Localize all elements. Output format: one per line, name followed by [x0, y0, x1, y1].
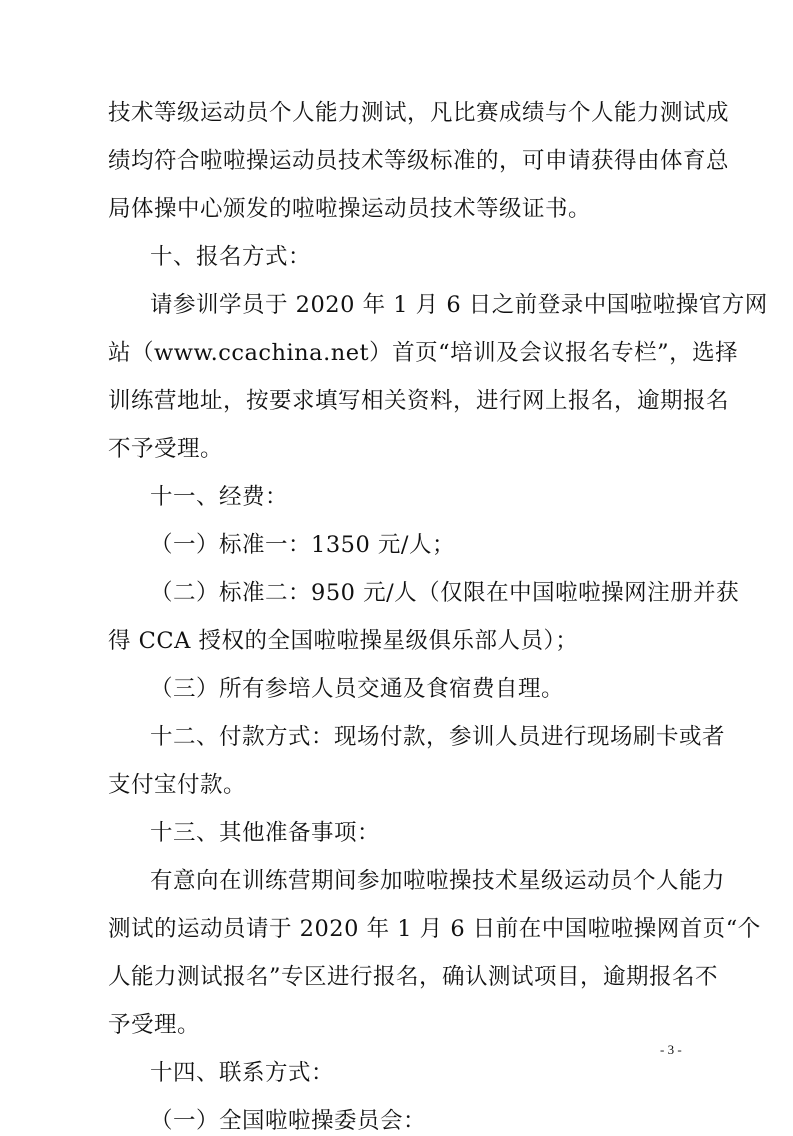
paragraph-line: 站（www.ccachina.net）首页“培训及会议报名专栏”，选择 [108, 340, 739, 366]
paragraph-line: 予受理。 [108, 1012, 201, 1038]
paragraph-line: 绩均符合啦啦操运动员技术等级标准的，可申请获得由体育总 [108, 148, 730, 174]
paragraph-line: 支付宝付款。 [108, 772, 247, 798]
section-heading-fees: 十一、经费： [150, 484, 289, 510]
list-item: （二）标准二：950 元/人（仅限在中国啦啦操网注册并获 [150, 580, 740, 606]
section-heading-preparation: 十三、其他准备事项： [150, 820, 381, 846]
paragraph-line: 有意向在训练营期间参加啦啦操技术星级运动员个人能力 [150, 868, 726, 894]
paragraph-line: 不予受理。 [108, 436, 224, 462]
section-heading-registration: 十、报名方式： [150, 244, 312, 270]
section-heading-payment: 十二、付款方式：现场付款，参训人员进行现场刷卡或者 [150, 724, 726, 750]
paragraph-line: 十四、联系方式： [150, 1060, 335, 1086]
list-item: （一）标准一：1350 元/人； [150, 532, 455, 558]
page-number: - 3 - [660, 1042, 682, 1057]
paragraph-line: 人能力测试报名”专区进行报名，确认测试项目，逾期报名不 [108, 964, 719, 990]
paragraph-line: 局体操中心颁发的啦啦操运动员技术等级证书。 [108, 196, 592, 222]
paragraph-line: 训练营地址，按要求填写相关资料，进行网上报名，逾期报名 [108, 388, 730, 414]
list-item: （三）所有参培人员交通及食宿费自理。 [150, 676, 565, 702]
paragraph-line: 测试的运动员请于 2020 年 1 月 6 日前在中国啦啦操网首页“个 [108, 916, 761, 942]
paragraph-line: 请参训学员于 2020 年 1 月 6 日之前登录中国啦啦操官方网 [150, 292, 768, 318]
paragraph-line: 得 CCA 授权的全国啦啦操星级俱乐部人员）； [108, 628, 579, 654]
paragraph-line: 技术等级运动员个人能力测试，凡比赛成绩与个人能力测试成 [108, 100, 730, 126]
paragraph-line: （一）全国啦啦操委员会： [150, 1108, 427, 1134]
